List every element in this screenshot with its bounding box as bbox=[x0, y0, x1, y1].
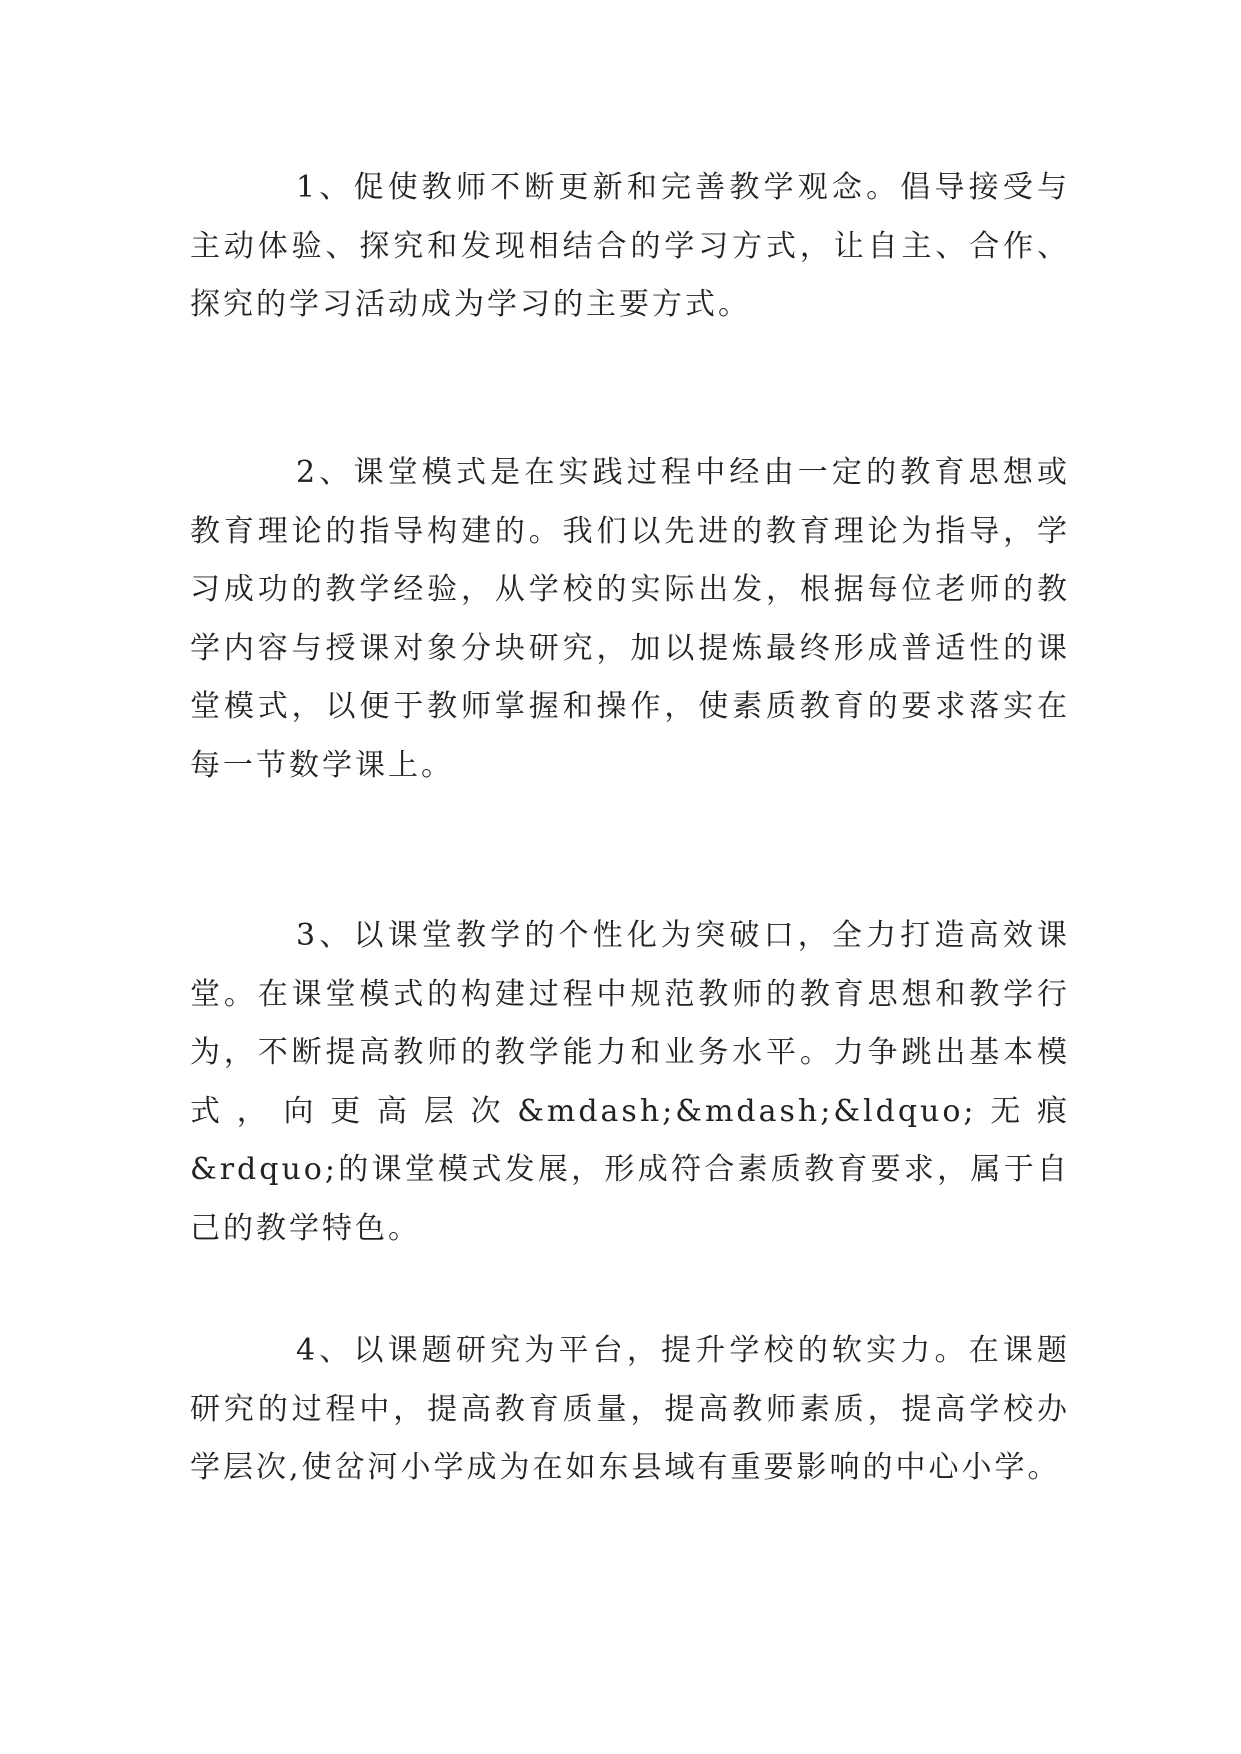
paragraph-2: 2、课堂模式是在实践过程中经由一定的教育思想或教育理论的指导构建的。我们以先进的教育理论为指导，学习成功的教学经验，从学校的实际出发，根据每位老师的教学内容与授课对象分块研究，加以提炼最终形成普适性的课堂模式，以便于教师掌握和操作，使素质教育的要求落实在每一节数学课上。 bbox=[190, 455, 1070, 783]
paragraph-4: 4、以课题研究为平台，提升学校的软实力。在课题研究的过程中，提高教育质量，提高教师素质，提高学校办学层次,使岔河小学成为在如东县域有重要影响的中心小学。 bbox=[190, 1333, 1070, 1485]
paragraph-1: 1、促使教师不断更新和完善教学观念。倡导接受与主动体验、探究和发现相结合的学习方式，让自主、合作、探究的学习活动成为学习的主要方式。 bbox=[190, 170, 1070, 322]
paragraph-3: 3、以课堂教学的个性化为突破口，全力打造高效课堂。在课堂模式的构建过程中规范教师的教育思想和教学行为，不断提高教师的教学能力和业务水平。力争跳出基本模式，向更高层次&mdash;&mdash;&ldquo;无痕&rdquo;的课堂模式发展，形成符合素质教育要求，属于自己的教学特色。 bbox=[190, 918, 1070, 1246]
